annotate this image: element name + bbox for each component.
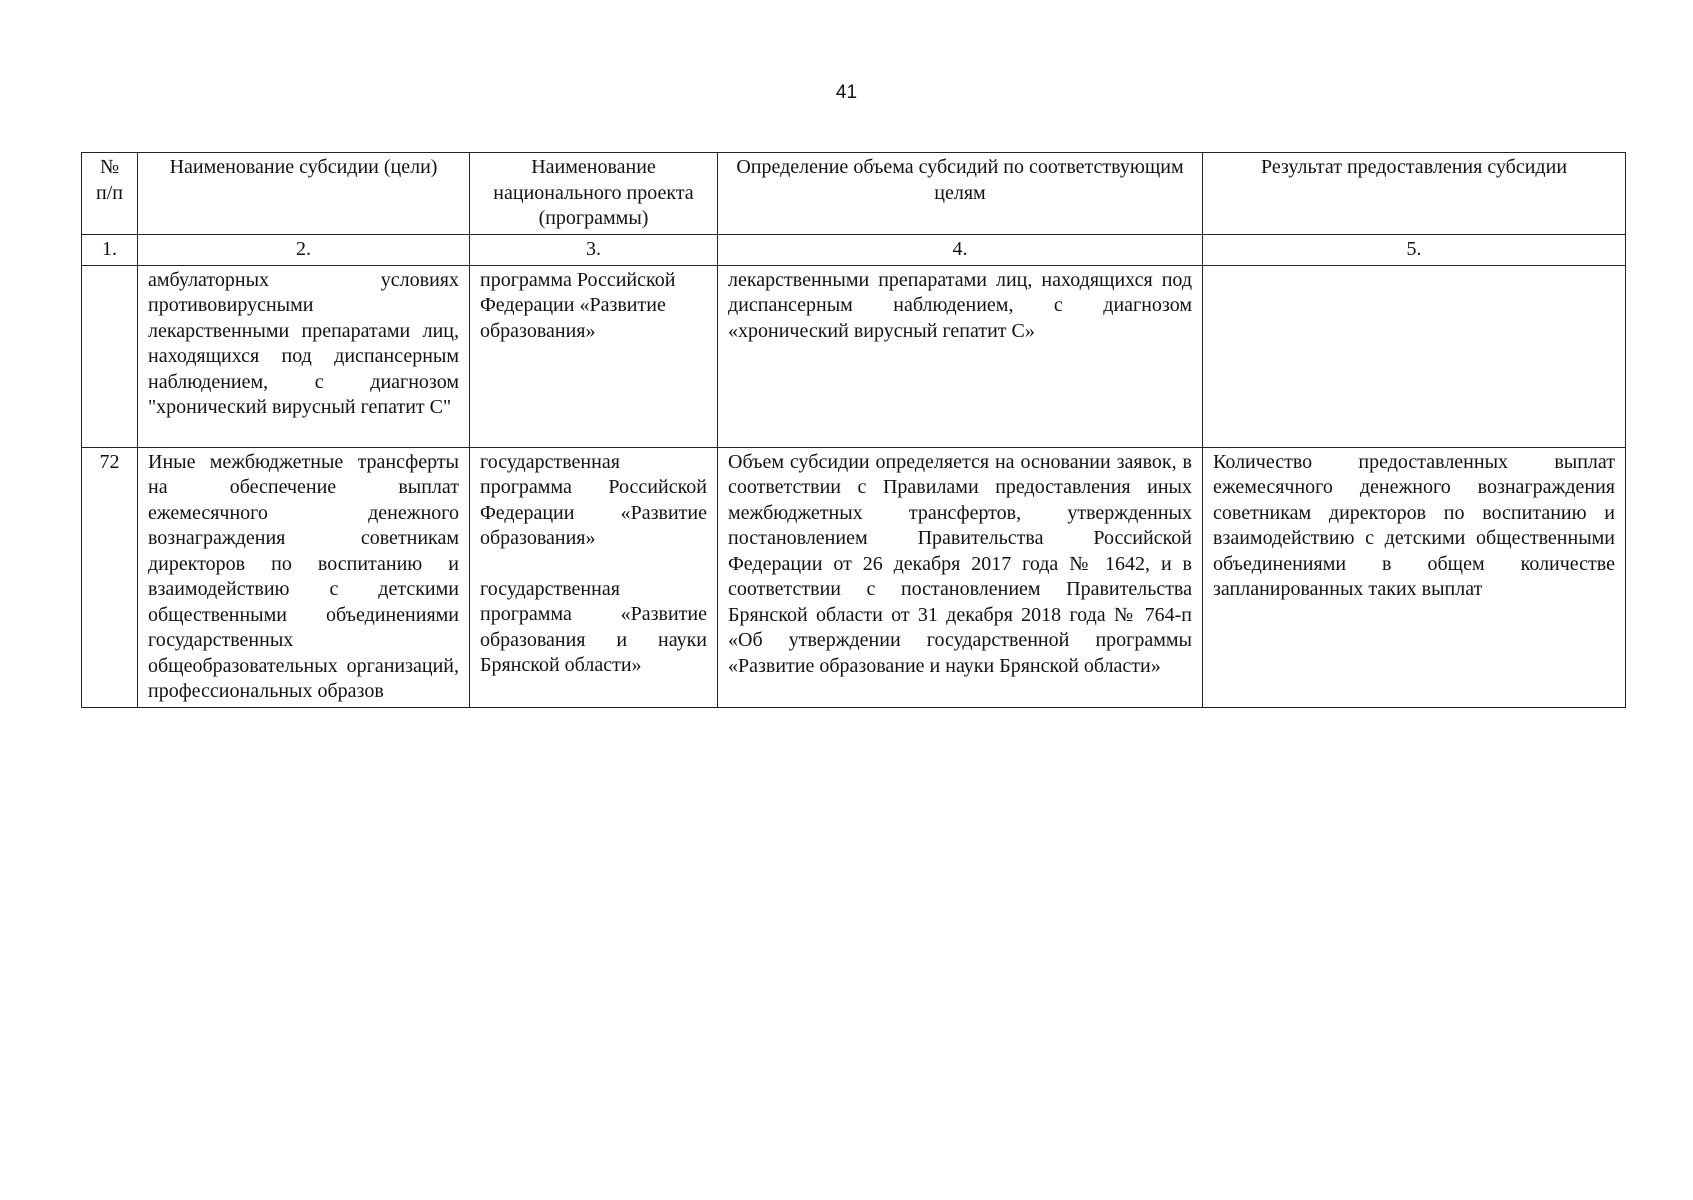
volume-cell: лекарственными препаратами лиц, находящихся под диспансерным наблюдением, с диагнозом «хронический вирусный гепатит С»: [718, 265, 1203, 447]
header-result: Результат предоставления субсидии: [1203, 153, 1626, 235]
column-number: 3.: [470, 235, 718, 266]
table-row: [82, 447, 1626, 707]
column-number-row: [82, 235, 1626, 266]
subsidy-name-cell: Иные межбюджетные трансферты на обеспечение выплат ежемесячного денежного вознаграждения советникам директоров по воспитанию и взаимодействию с детскими общественными объединениями государственных общеобразовательных организаций, профессиональных образов: [138, 447, 470, 707]
table-row: [82, 265, 1626, 447]
page-number: 41: [835, 82, 858, 103]
header-subsidy-name: Наименование субсидии (цели): [138, 153, 470, 235]
header-volume-definition: Определение объема субсидий по соответствующим целям: [718, 153, 1203, 235]
subsidy-table: [81, 152, 1626, 708]
subsidy-name-cell: амбулаторных условиях противовирусными лекарственными препаратами лиц, находящихся под диспансерным наблюдением, с диагнозом "хронический вирусный гепатит С": [138, 265, 470, 447]
column-number: 4.: [718, 235, 1203, 266]
row-number: [82, 265, 138, 447]
row-number: 72: [82, 447, 138, 707]
header-number: № п/п: [82, 153, 138, 235]
project-cell: [470, 447, 718, 707]
column-number: 5.: [1203, 235, 1626, 266]
table-header-row: [82, 153, 1626, 235]
column-number: 2.: [138, 235, 470, 266]
project-cell: программа Российской Федерации «Развитие образования»: [470, 265, 718, 447]
volume-cell: Объем субсидии определяется на основании заявок, в соответствии с Правилами предоставления иных межбюджетных трансфертов, утвержденных постановлением Правительства Российской Федерации от 26 декабря 2017 года № 1642, и в соответствии с постановлением Правительства Брянской области от 31 декабря 2018 года № 764-п «Об утверждении государственной программы «Развитие образование и науки Брянской области»: [718, 447, 1203, 707]
header-national-project: Наименование национального проекта (программы): [470, 153, 718, 235]
result-cell: [1203, 265, 1626, 447]
result-cell: Количество предоставленных выплат ежемесячного денежного вознаграждения советникам директоров по воспитанию и взаимодействию с детскими общественными объединениями в общем количестве запланированных таких выплат: [1203, 447, 1626, 707]
project-regional: государственная программа «Развитие образования и науки Брянской области»: [480, 577, 707, 676]
project-federal: государственная программа Российской Федерации «Развитие образования»: [480, 450, 707, 549]
column-number: 1.: [82, 235, 138, 266]
